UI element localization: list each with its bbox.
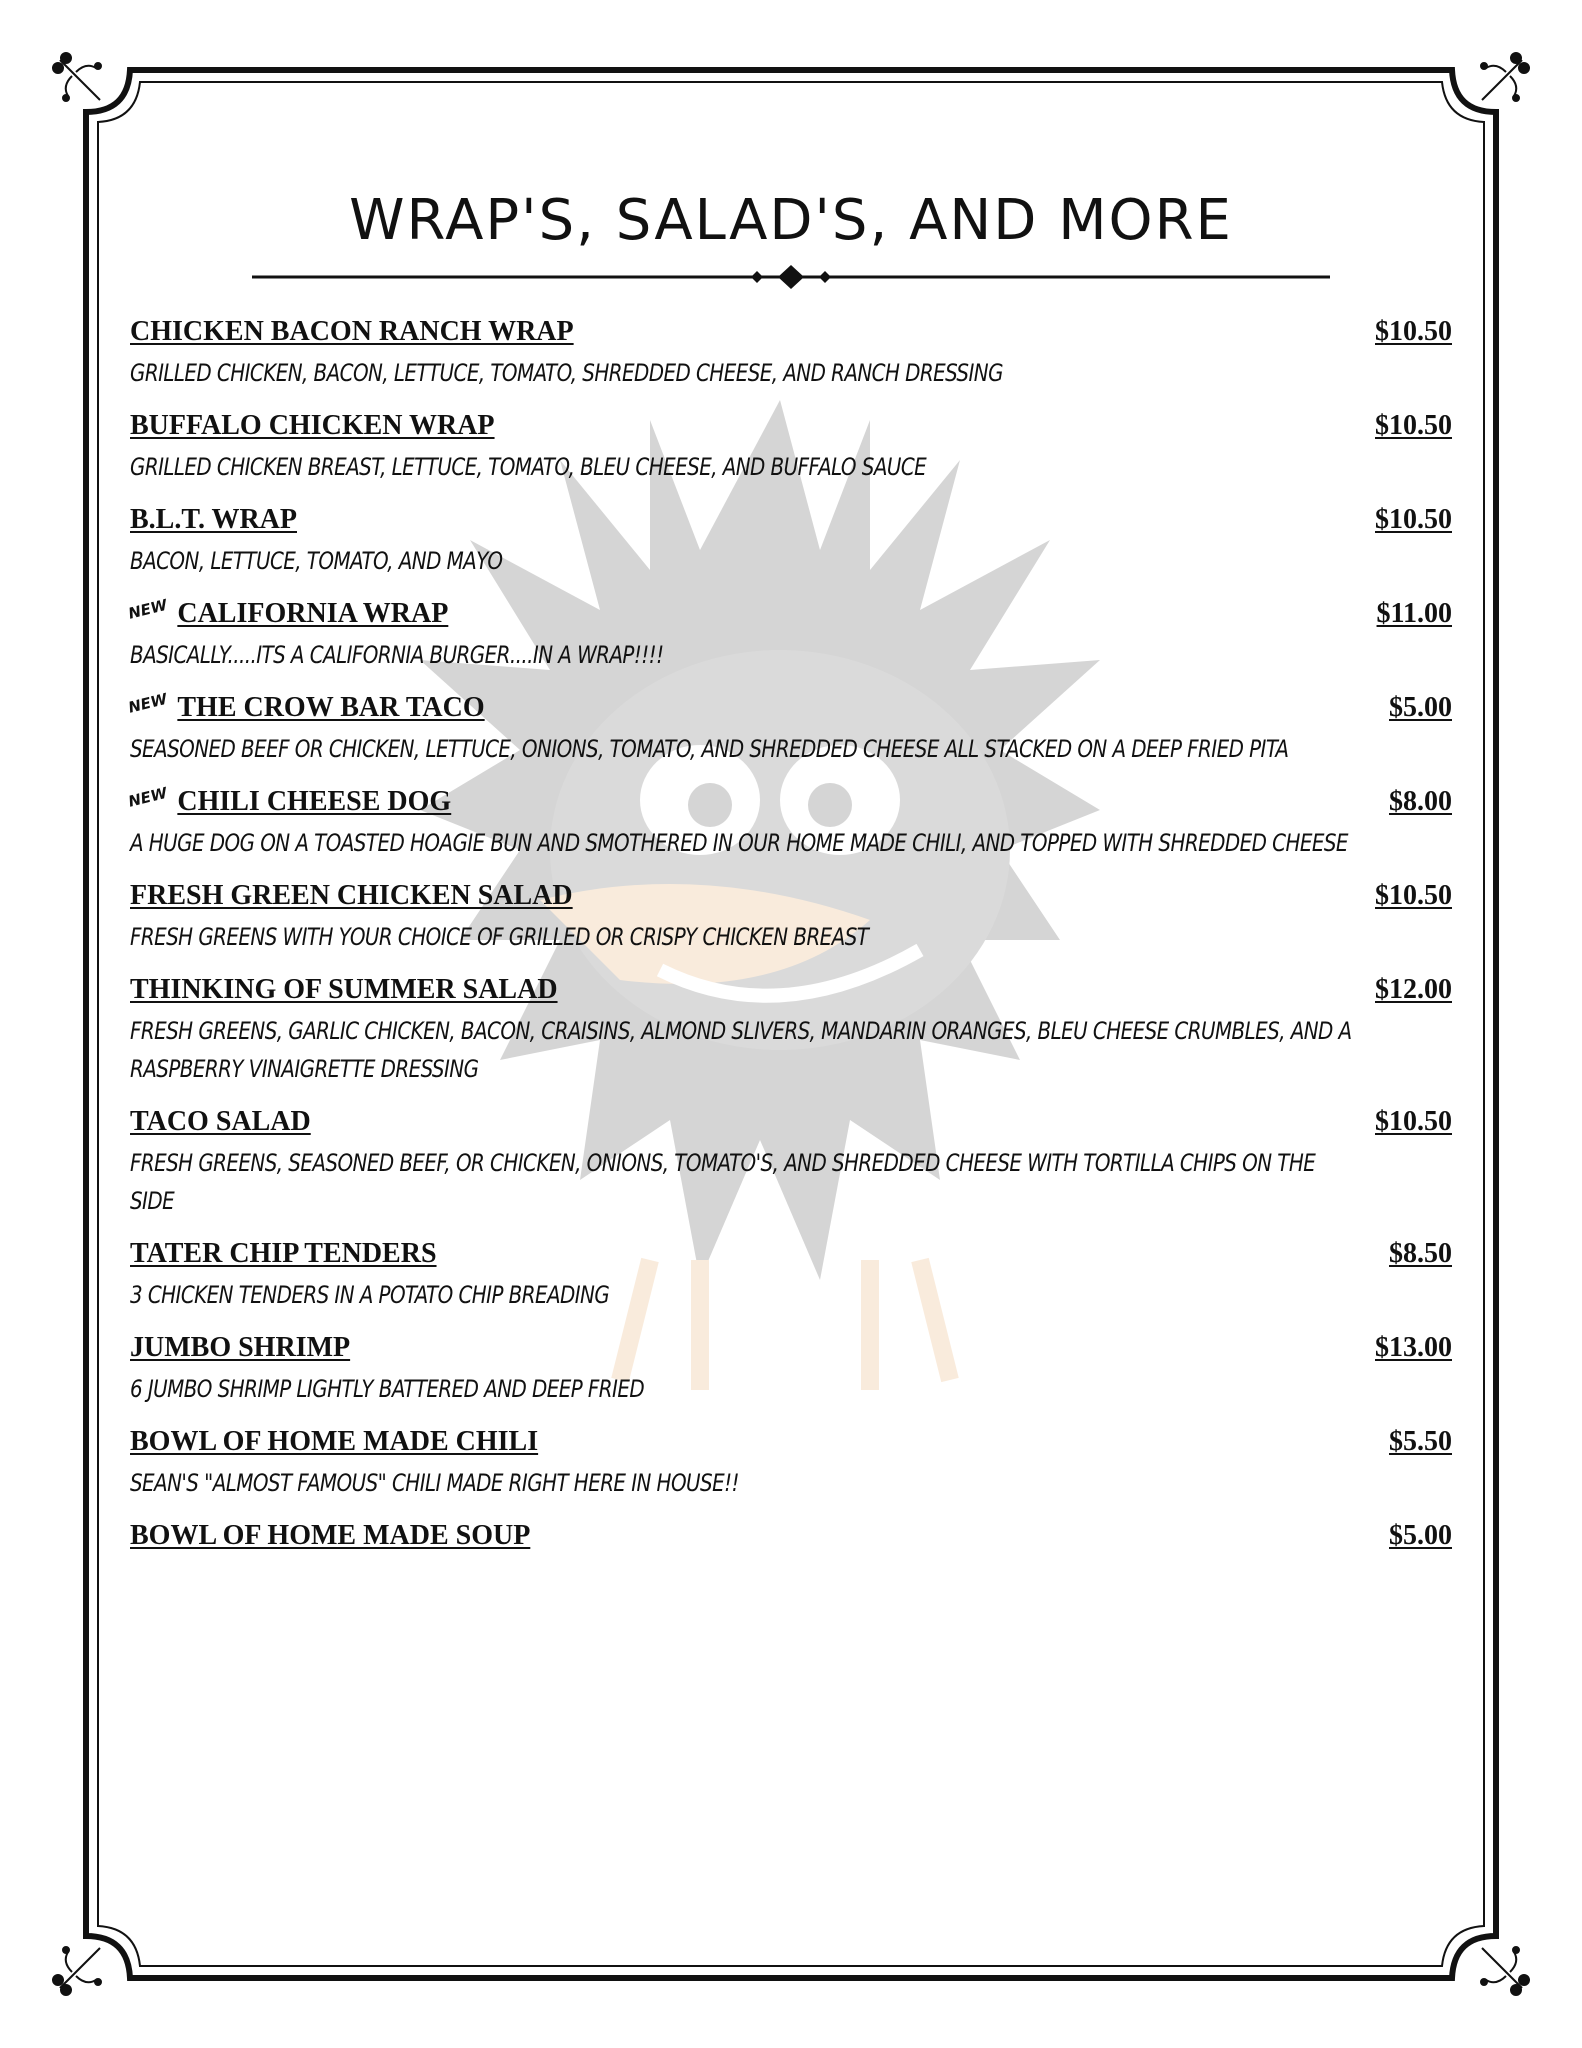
menu-item — [130, 504, 1450, 580]
item-price: $12.00 — [1375, 974, 1452, 1005]
diamond-divider-icon — [252, 262, 1330, 292]
item-name: BOWL OF HOME MADE SOUP — [130, 1520, 531, 1551]
item-description: FRESH GREENS WITH YOUR CHOICE OF GRILLED OR CRISPY CHICKEN BREAST — [130, 923, 869, 951]
item-name: B.L.T. WRAP — [130, 504, 297, 535]
item-description: 6 JUMBO SHRIMP LIGHTLY BATTERED AND DEEP FRIED — [130, 1375, 645, 1403]
menu-item — [126, 689, 1452, 768]
item-price: $10.50 — [1375, 410, 1452, 441]
item-name: BOWL OF HOME MADE CHILI — [130, 1426, 539, 1457]
item-description: 3 CHICKEN TENDERS IN A POTATO CHIP BREADING — [130, 1281, 610, 1309]
item-name: THINKING OF SUMMER SALAD — [130, 974, 558, 1005]
menu-item — [126, 783, 1452, 862]
item-description: FRESH GREENS, SEASONED BEEF, OR CHICKEN, ONIONS, TOMATO'S, AND SHREDDED CHEESE WITH TORTILLA CHIPS ON THE SIDE — [130, 1149, 1316, 1215]
menu-item — [130, 974, 1450, 1088]
item-name: CHILI CHEESE DOG — [177, 786, 452, 817]
item-price: $5.50 — [1389, 1426, 1452, 1457]
floral-corner-icon — [1474, 52, 1530, 108]
floral-corner-icon — [1474, 1940, 1530, 1996]
item-description: BACON, LETTUCE, TOMATO, AND MAYO — [130, 547, 503, 575]
item-price: $10.50 — [1375, 880, 1452, 911]
floral-corner-icon — [52, 1940, 108, 1996]
item-name: THE CROW BAR TACO — [177, 692, 485, 723]
menu-items — [126, 316, 1452, 1576]
item-price: $8.00 — [1389, 786, 1452, 817]
item-description: A HUGE DOG ON A TOASTED HOAGIE BUN AND SMOTHERED IN OUR HOME MADE CHILI, AND TOPPED WITH SHREDDED CHEESE — [130, 829, 1348, 857]
menu-item — [130, 410, 1450, 486]
new-badge: NEW — [126, 595, 170, 623]
item-name: FRESH GREEN CHICKEN SALAD — [130, 880, 573, 911]
item-price: $10.50 — [1375, 504, 1452, 535]
item-name: CALIFORNIA WRAP — [177, 598, 449, 629]
new-badge: NEW — [126, 689, 170, 717]
item-price: $10.50 — [1375, 316, 1452, 347]
item-name: CHICKEN BACON RANCH WRAP — [130, 316, 574, 347]
item-description: GRILLED CHICKEN BREAST, LETTUCE, TOMATO, BLEU CHEESE, AND BUFFALO SAUCE — [130, 453, 927, 481]
item-description: FRESH GREENS, GARLIC CHICKEN, BACON, CRAISINS, ALMOND SLIVERS, MANDARIN ORANGES, BLEU CHEESE CRUMBLES, AND A RASPBERRY VINAIGRETTE DRESSING — [130, 1017, 1352, 1083]
new-badge: NEW — [126, 783, 170, 811]
menu-item — [130, 316, 1450, 392]
item-description: GRILLED CHICKEN, BACON, LETTUCE, TOMATO, SHREDDED CHEESE, AND RANCH DRESSING — [130, 359, 1003, 387]
item-name: JUMBO SHRIMP — [130, 1332, 351, 1363]
menu-item — [130, 1520, 1450, 1558]
item-description: SEASONED BEEF OR CHICKEN, LETTUCE, ONIONS, TOMATO, AND SHREDDED CHEESE ALL STACKED ON A DEEP FRIED PITA — [130, 735, 1289, 763]
menu-item — [130, 1426, 1450, 1502]
menu-item — [130, 1106, 1450, 1220]
menu-item — [130, 1238, 1450, 1314]
item-price: $5.00 — [1389, 1520, 1452, 1551]
menu-title: WRAP'S, SALAD'S, AND MORE — [349, 188, 1233, 253]
item-name: TATER CHIP TENDERS — [130, 1238, 437, 1269]
menu-item — [130, 1332, 1450, 1408]
item-price: $8.50 — [1389, 1238, 1452, 1269]
item-name: TACO SALAD — [130, 1106, 311, 1137]
item-price: $5.00 — [1389, 692, 1452, 723]
item-price: $11.00 — [1376, 598, 1452, 629]
floral-corner-icon — [52, 52, 108, 108]
menu-item — [126, 595, 1452, 674]
menu-item — [130, 880, 1450, 956]
item-price: $13.00 — [1375, 1332, 1452, 1363]
item-description: SEAN'S "ALMOST FAMOUS" CHILI MADE RIGHT HERE IN HOUSE!! — [130, 1469, 739, 1497]
item-name: BUFFALO CHICKEN WRAP — [130, 410, 495, 441]
item-price: $10.50 — [1375, 1106, 1452, 1137]
item-description: BASICALLY.....ITS A CALIFORNIA BURGER....IN A WRAP!!!! — [130, 641, 664, 669]
